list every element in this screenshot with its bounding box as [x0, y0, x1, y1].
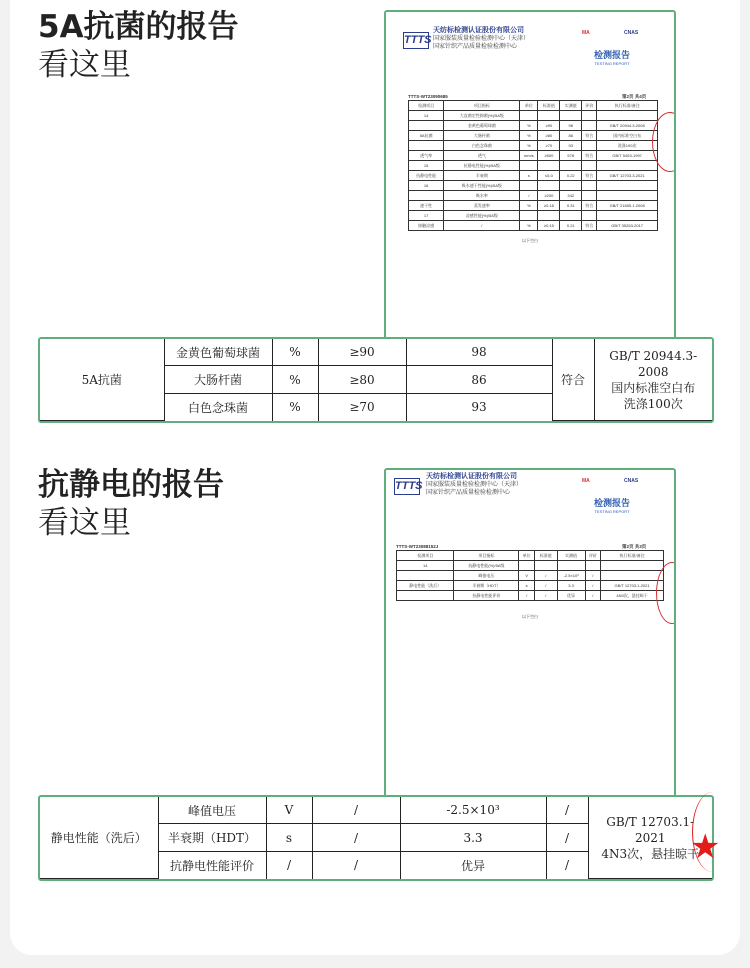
section-subtitle: 看这里 [38, 47, 131, 83]
note-cell: GB/T 20944.3-2008 国内标准空白布 洗涤100次 [594, 339, 712, 421]
mini-cell [597, 181, 658, 191]
mini-cell: s [520, 171, 538, 181]
mini-cell: GB/T 12703.3-2021 [597, 171, 658, 181]
mini-cell [582, 161, 597, 171]
mini-cell: % [520, 201, 538, 211]
mini-header-cell: 单位 [519, 551, 535, 561]
mini-cell: 0.21 [560, 221, 582, 231]
mini-cell [582, 191, 597, 201]
mini-cell [538, 211, 560, 221]
mini-cell [519, 561, 535, 571]
standard-cell: / [312, 852, 400, 879]
mini-cell: / [585, 581, 601, 591]
mini-cell: 抗静电性能评价 [454, 591, 519, 601]
standard-cell: / [312, 797, 400, 824]
mini-cell: / [444, 221, 520, 231]
section-title: 抗静电的报告 [38, 467, 224, 503]
mini-cell: 578 [560, 151, 582, 161]
ttts-logo: TTTS [394, 478, 420, 495]
section-subtitle: 看这里 [38, 505, 131, 541]
section-heading-antistatic [38, 466, 224, 542]
report-mini-table [408, 100, 658, 231]
mini-cell: -2.5×10³ [557, 571, 585, 581]
note-cell: GB/T 12703.1-2021 4N3次，悬挂晾干 [588, 797, 712, 879]
mini-cell: 0.22 [560, 171, 582, 181]
mini-cell: ≤5.0 [538, 171, 560, 181]
mini-cell: ≥90 [538, 121, 560, 131]
item-cell: 峰值电压 [158, 797, 266, 824]
mini-header-cell: 实测值 [557, 551, 585, 561]
mini-cell: 大直菌定性抑菌(%)/5A级 [444, 111, 520, 121]
result-cell: 符合 [552, 339, 594, 421]
mini-cell [597, 111, 658, 121]
mini-cell [409, 121, 444, 131]
mini-cell [582, 111, 597, 121]
mini-header-cell: 执行标准/备注 [601, 551, 664, 561]
mini-header-cell: 检测项目 [409, 101, 444, 111]
mini-cell: 蒸发速率 [444, 201, 520, 211]
mini-cell [585, 561, 601, 571]
report-footer: 以下空白 [522, 238, 538, 243]
standard-cell: ≥70 [318, 394, 406, 421]
mini-cell [397, 591, 454, 601]
report-mini-table [396, 550, 664, 601]
mini-header-cell: 检测项目 [397, 551, 454, 561]
mini-cell: GB/T 5453-1997 [597, 151, 658, 161]
mini-cell: 半衰期（HDT） [454, 581, 519, 591]
mini-cell [538, 161, 560, 171]
mini-row [409, 141, 658, 151]
report-page: 第2页 共4页 [622, 94, 647, 99]
result-cell: / [546, 852, 588, 879]
mini-cell [560, 181, 582, 191]
mini-cell: ≥80 [538, 131, 560, 141]
value-cell: 93 [406, 394, 552, 421]
mini-cell: / [519, 591, 535, 601]
ma-mark: MA [582, 30, 590, 36]
unit-cell: s [266, 824, 312, 852]
mini-cell: % [520, 141, 538, 151]
mini-row [409, 151, 658, 161]
mini-cell: 吸水速干性能(%)/5A级 [444, 181, 520, 191]
table-row [40, 339, 712, 366]
mini-cell: 白色念珠菌 [444, 141, 520, 151]
report-org: 天纺标检测认证股份有限公司 国家服装质量检验检测中心（天津） 国家针织产品质量检验检测中心 [426, 473, 523, 496]
mini-cell: 符合 [582, 131, 597, 141]
mini-cell: GB/T 35263-2017 [597, 221, 658, 231]
mini-cell [557, 561, 585, 571]
mini-cell: 速干性 [409, 201, 444, 211]
mini-cell: 3.3 [557, 581, 585, 591]
mini-cell: 符合 [582, 171, 597, 181]
mini-cell: 半衰期 [444, 171, 520, 181]
mini-cell: / [585, 591, 601, 601]
mini-cell: 静电性能（洗后） [397, 581, 454, 591]
antibacterial-table [38, 337, 714, 423]
section-heading-antibacterial [38, 8, 239, 84]
mini-cell: 透气率 [409, 151, 444, 161]
report-number: TTTS-WT23088152J [396, 544, 439, 549]
mini-row [397, 571, 664, 581]
mini-cell [601, 571, 664, 581]
mini-row [409, 211, 658, 221]
mini-cell: 接触凉感 [409, 221, 444, 231]
mini-cell: ≥200 [538, 191, 560, 201]
mini-cell: s [519, 581, 535, 591]
mini-cell: 14 [397, 561, 454, 571]
mini-cell [582, 181, 597, 191]
mini-row [397, 591, 664, 601]
mini-header-cell: 标准值 [534, 551, 557, 561]
ma-mark: MA [582, 478, 590, 484]
value-cell: 优异 [400, 852, 546, 879]
standard-cell: ≥90 [318, 339, 406, 366]
mini-row [409, 121, 658, 131]
item-cell: 金黄色葡萄球菌 [164, 339, 272, 366]
cnas-mark: CNAS [624, 478, 639, 484]
item-cell: 大肠杆菌 [164, 366, 272, 394]
mini-cell: GB/T 20944.3-2008 [597, 121, 658, 131]
mini-cell: 符合 [582, 201, 597, 211]
mini-cell: / [534, 591, 557, 601]
mini-cell: 符合 [582, 221, 597, 231]
mini-cell [597, 191, 658, 201]
mini-cell [409, 191, 444, 201]
mini-cell [534, 561, 557, 571]
mini-cell: / [534, 581, 557, 591]
table-row [40, 797, 712, 824]
value-cell: 86 [406, 366, 552, 394]
mini-cell [582, 141, 597, 151]
result-cell: / [546, 797, 588, 824]
mini-cell: 符合 [582, 151, 597, 161]
mini-row [409, 201, 658, 211]
mini-header-row [409, 101, 658, 111]
report-image-antistatic[interactable] [384, 468, 676, 800]
mini-cell: 93 [560, 141, 582, 151]
mini-cell [597, 211, 658, 221]
mini-cell: 342 [560, 191, 582, 201]
value-cell: -2.5×10³ [400, 797, 546, 824]
mini-cell [520, 161, 538, 171]
mini-row [397, 581, 664, 591]
mini-row [409, 181, 658, 191]
mini-cell: 86 [560, 131, 582, 141]
report-page: 第2页 共3页 [622, 544, 647, 549]
report-org: 天纺标检测认证股份有限公司 国家服装质量检验检测中心（天津） 国家针织产品质量检验检测中心 [433, 27, 530, 50]
ttts-logo: TTTS [403, 32, 429, 49]
mini-cell: ≥70 [538, 141, 560, 151]
mini-cell [538, 181, 560, 191]
group-cell: 静电性能（洗后） [40, 797, 158, 879]
mini-cell: 15 [409, 161, 444, 171]
mini-cell: 抗静电性能(%)/5A级 [444, 161, 520, 171]
mini-cell: 98 [560, 121, 582, 131]
mini-cell: 5A抗菌 [409, 131, 444, 141]
report-footer: 以下空白 [522, 614, 538, 619]
report-number: TTTS-WT23090685 [408, 94, 448, 99]
mini-cell: 优异 [557, 591, 585, 601]
mini-row [397, 561, 664, 571]
mini-cell: 17 [409, 211, 444, 221]
report-title: 检测报告 TESTING REPORT [593, 498, 630, 514]
mini-cell [538, 111, 560, 121]
mini-header-cell: 执行标准/备注 [597, 101, 658, 111]
antistatic-table [38, 795, 714, 881]
unit-cell: / [266, 852, 312, 879]
mini-row [409, 161, 658, 171]
mini-cell: 16 [409, 181, 444, 191]
group-cell: 5A抗菌 [40, 339, 164, 421]
mini-row [409, 131, 658, 141]
mini-cell: ≥0.18 [538, 201, 560, 211]
unit-cell: V [266, 797, 312, 824]
mini-cell [520, 211, 538, 221]
mini-header-cell: 项目指标 [454, 551, 519, 561]
mini-cell: 透气 [444, 151, 520, 161]
mini-cell: % [520, 221, 538, 231]
mini-cell: ≥500 [538, 151, 560, 161]
mini-cell: mm/s [520, 151, 538, 161]
mini-header-cell: 实测值 [560, 101, 582, 111]
mini-cell [560, 111, 582, 121]
mini-cell [520, 181, 538, 191]
result-cell: / [546, 824, 588, 852]
mini-cell: % [520, 131, 538, 141]
mini-cell: 金黄色葡萄球菌 [444, 121, 520, 131]
mini-cell [397, 571, 454, 581]
mini-cell: / [534, 571, 557, 581]
mini-cell [409, 141, 444, 151]
standard-cell: ≥80 [318, 366, 406, 394]
mini-cell: 0.31 [560, 201, 582, 211]
section-title: 5A抗菌的报告 [38, 9, 239, 45]
seal-star-icon: ★ [690, 827, 721, 867]
item-cell: 抗静电性能评价 [158, 852, 266, 879]
value-cell: 3.3 [400, 824, 546, 852]
report-title: 检测报告 TESTING REPORT [593, 50, 630, 66]
mini-cell [601, 561, 664, 571]
mini-header-cell: 标准值 [538, 101, 560, 111]
mini-row [409, 171, 658, 181]
mini-cell: 国内标准空白布 [597, 131, 658, 141]
mini-cell [582, 121, 597, 131]
mini-header-cell: 评价 [585, 551, 601, 561]
mini-cell: % [520, 121, 538, 131]
mini-cell: 14 [409, 111, 444, 121]
mini-cell [560, 161, 582, 171]
cnas-mark: CNAS [624, 30, 639, 36]
unit-cell: % [272, 366, 318, 394]
mini-cell: / [585, 571, 601, 581]
mini-header-cell: 单位 [520, 101, 538, 111]
mini-cell: GB/T 12703.1-2021 [601, 581, 664, 591]
mini-header-cell: 项目指标 [444, 101, 520, 111]
mini-cell: 抗静电性能 [409, 171, 444, 181]
mini-header-cell: 评价 [582, 101, 597, 111]
mini-cell [582, 211, 597, 221]
mini-cell: / [520, 191, 538, 201]
mini-cell: 吸水率 [444, 191, 520, 201]
mini-row [409, 221, 658, 231]
mini-cell: GB/T 21655.1-2008 [597, 201, 658, 211]
mini-cell [560, 211, 582, 221]
report-image-antibacterial[interactable] [384, 10, 676, 342]
mini-cell: 峰值电压 [454, 571, 519, 581]
standard-cell: / [312, 824, 400, 852]
mini-cell: 洗涤100次 [597, 141, 658, 151]
mini-cell [597, 161, 658, 171]
value-cell: 98 [406, 339, 552, 366]
mini-cell: 大肠杆菌 [444, 131, 520, 141]
mini-cell: 抗静电性能(%)/5A级 [454, 561, 519, 571]
mini-cell: V [519, 571, 535, 581]
mini-cell [520, 111, 538, 121]
item-cell: 白色念珠菌 [164, 394, 272, 421]
mini-row [409, 111, 658, 121]
mini-header-row [397, 551, 664, 561]
unit-cell: % [272, 394, 318, 421]
mini-cell: 4N3次，悬挂晾干 [601, 591, 664, 601]
unit-cell: % [272, 339, 318, 366]
item-cell: 半衰期（HDT） [158, 824, 266, 852]
mini-row [409, 191, 658, 201]
mini-cell: ≥0.15 [538, 221, 560, 231]
mini-cell: 凉感性能(%)/5A级 [444, 211, 520, 221]
